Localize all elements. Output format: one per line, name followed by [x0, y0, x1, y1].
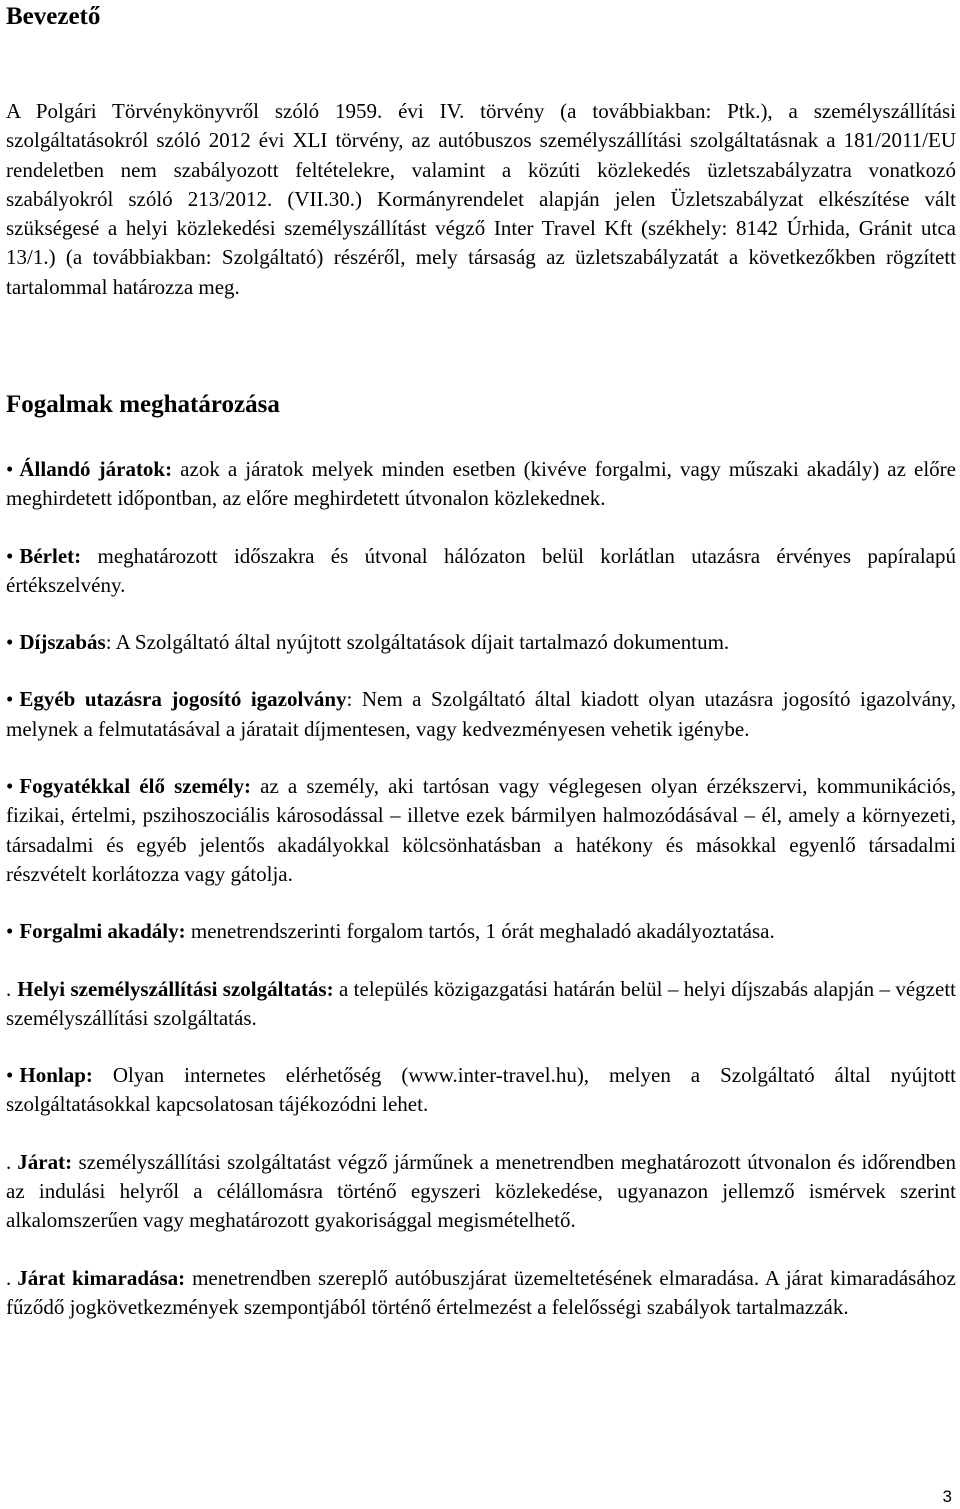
definition-item [6, 542, 956, 601]
definition-term: Díjszabás [19, 630, 106, 655]
definition-term: Járat kimaradása: [17, 1265, 186, 1290]
bullet-icon: • [6, 919, 14, 944]
definition-text: személyszállítási szolgáltatást végző járműnek a menetrendben meghatározott útvonalon és időrendben az indulási helyről a célállomásra történő egyszeri közlekedése, ugyanazon jellemző ismérvek szerint alkalomszerűen vagy meghatározott gyakorisággal megismételhető. [6, 1149, 956, 1233]
bullet-icon: • [6, 630, 14, 655]
definition-term: Forgalmi akadály: [19, 919, 186, 944]
definition-item [6, 772, 956, 889]
definition-term: Állandó járatok: [19, 457, 173, 481]
definition-item [6, 975, 956, 1034]
definition-term: Bérlet: [19, 543, 82, 568]
bullet-icon: . [6, 1265, 12, 1290]
definition-text: menetrendben szereplő autóbuszjárat üzemeltetésének elmaradása. A járat kimaradásához fűződő jogkövetkezmények szempontjából történő értelmezést a felelősségi szabályok tartalmazzák. [6, 1265, 956, 1319]
definition-text: menetrendszerinti forgalom tartós, 1 órát meghaladó akadályoztatása. [185, 919, 775, 944]
bullet-icon: . [6, 976, 12, 1001]
bullet-icon: . [6, 1149, 12, 1174]
definition-item [6, 1148, 956, 1236]
page-number: 3 [942, 1487, 952, 1506]
section-title: Fogalmak meghatározása [6, 391, 280, 418]
definition-text: : A Szolgáltató által nyújtott szolgáltatások díjait tartalmazó dokumentum. [105, 630, 730, 655]
definitions-list [6, 455, 956, 1350]
bullet-icon: • [6, 457, 14, 481]
document-title: Bevezető [6, 3, 101, 30]
definition-term: Járat: [17, 1149, 73, 1174]
definition-text: a település közigazgatási határán belül – helyi díjszabás alapján – végzett személyszállítási szolgáltatás. [6, 976, 956, 1030]
definition-item [6, 917, 956, 946]
definition-item [6, 455, 956, 514]
definition-item [6, 1264, 956, 1323]
definition-text: az a személy, aki tartósan vagy véglegesen olyan érzékszervi, kommunikációs, fizikai, értelmi, pszihoszociális károsodással – illetve ezek bármilyen halmozódásával – él, amely a környezeti, társadalmi és egyéb jelentős akadályokkal kölcsönhatásban a hatékony és másokkal egyenlő társadalmi részvételt korlátozza vagy gátolja. [6, 774, 956, 886]
definition-text: meghatározott időszakra és útvonal hálózaton belül korlátlan utazásra érvényes papíralapú értékszelvény. [6, 543, 956, 597]
definition-term: Fogyatékkal élő személy: [19, 774, 252, 799]
definition-item [6, 685, 956, 744]
definition-text: : Nem a Szolgáltató által kiadott olyan utazásra jogosító igazolvány, melynek a felmutatásával a járatait díjmentesen, vagy kedvezményesen vehetik igénybe. [6, 687, 956, 741]
definition-text: Olyan internetes elérhetőség (www.inter-travel.hu), melyen a Szolgáltató által nyújtott szolgáltatásokkal kapcsolatosan tájékozódni lehet. [6, 1063, 956, 1117]
intro-paragraph: A Polgári Törvénykönyvről szóló 1959. évi IV. törvény (a továbbiakban: Ptk.), a személyszállítási szolgáltatásokról szóló 2012 évi XLI törvény, az autóbuszos személyszállítási szolgáltatásnak a 181/2011/EU rendeletben nem szabályozott feltételekre, valamint a közúti közlekedés üzletszabályzatra vonatkozó szabályokról szóló 213/2012. (VII.30.) Kormányrendelet alapján jelen Üzletszabályzat elkészítése vált szükségesé a helyi közlekedési személyszállítást végző Inter Travel Kft (székhely: 8142 Úrhida, Gránit utca 13/1.) (a továbbiakban: Szolgáltató) részéről, mely társaság az üzletszabályzatát a következőkben rögzített tartalommal határozza meg. [6, 99, 956, 299]
definition-term: Helyi személyszállítási szolgáltatás: [17, 976, 334, 1001]
definition-term: Honlap: [19, 1063, 93, 1088]
definition-text: azok a járatok melyek minden esetben (kivéve forgalmi, vagy műszaki akadály) az előre meghirdetett időpontban, az előre meghirdetett útvonalon közlekednek. [6, 457, 956, 511]
bullet-icon: • [6, 687, 14, 712]
definition-term: Egyéb utazásra jogosító igazolvány [19, 687, 347, 712]
definition-item [6, 628, 956, 657]
definition-item [6, 1061, 956, 1120]
bullet-icon: • [6, 774, 14, 799]
bullet-icon: • [6, 543, 14, 568]
bullet-icon: • [6, 1063, 14, 1088]
